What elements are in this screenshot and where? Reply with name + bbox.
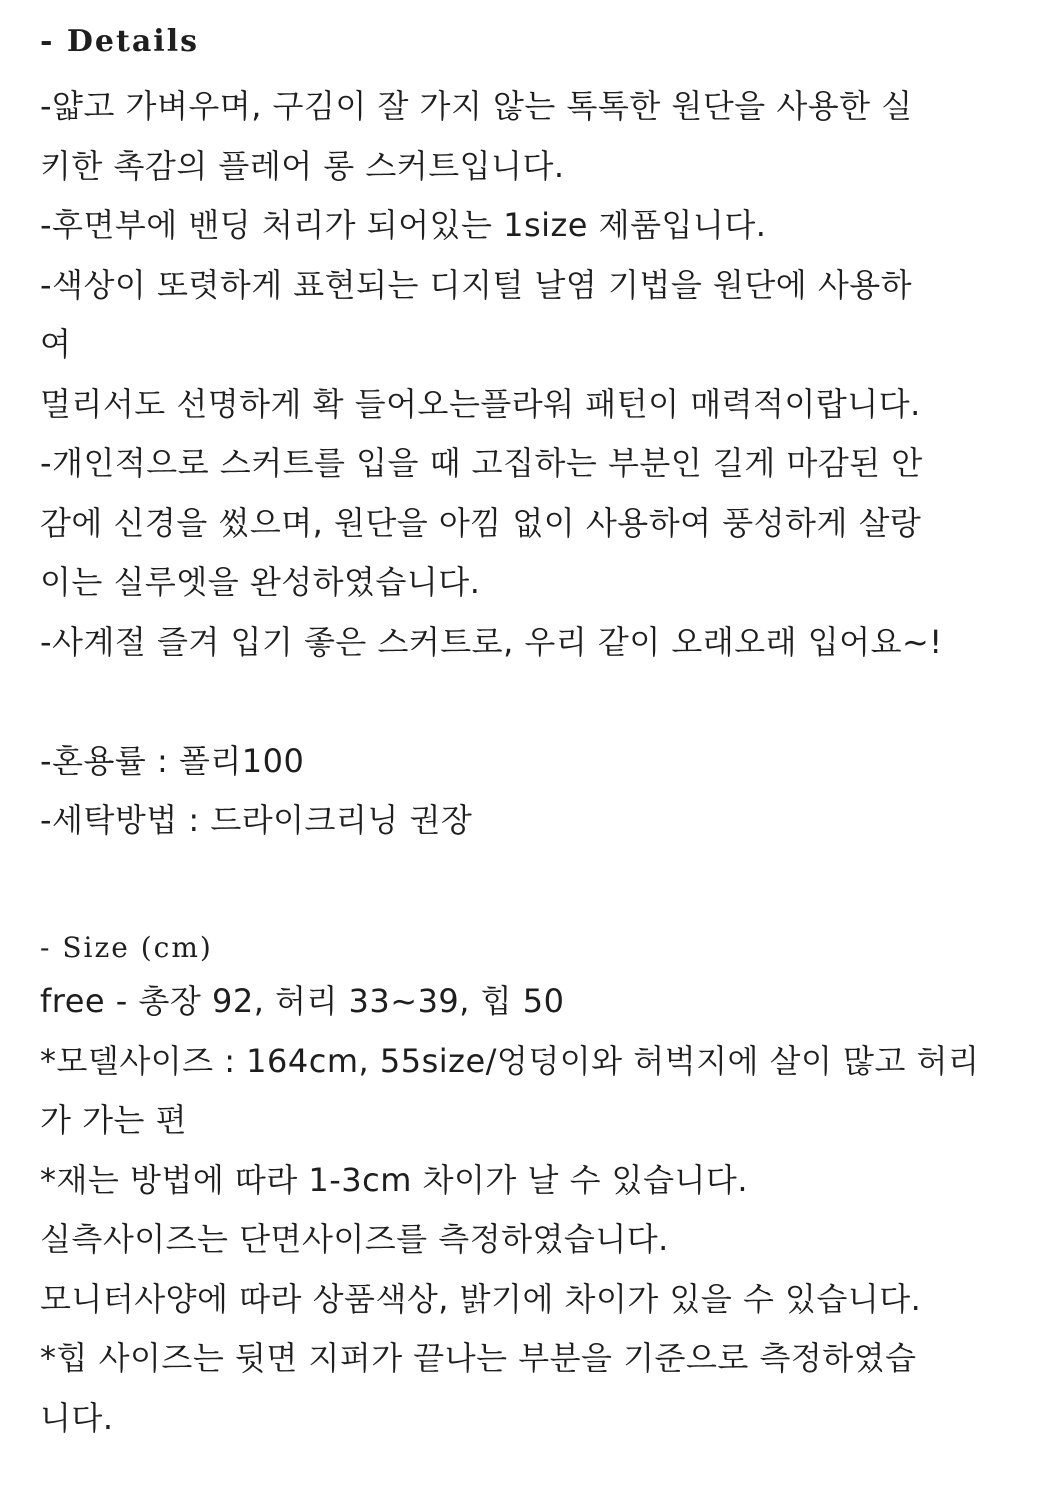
- details-line: 감에 신경을 썼으며, 원단을 아낌 없이 사용하여 풍성하게 살랑: [40, 503, 922, 542]
- details-section: [40, 77, 1030, 672]
- size-line: *재는 방법에 따라 1-3cm 차이가 날 수 있습니다.: [40, 1160, 748, 1199]
- size-heading: - Size (cm): [40, 931, 213, 964]
- details-line: 이는 실루엣을 완성하였습니다.: [40, 563, 481, 601]
- washing-text: -세탁방법 : 드라이크리닝 권장: [40, 801, 473, 839]
- size-line: 니다.: [40, 1398, 114, 1437]
- size-line: 가 가는 편: [40, 1101, 187, 1139]
- details-line: 멀리서도 선명하게 확 들어오는플라워 패턴이 매력적이랍니다.: [40, 384, 921, 423]
- size-line: free - 총장 92, 허리 33~39, 힙 50: [40, 982, 565, 1020]
- details-heading: - Details: [40, 24, 199, 59]
- composition-text: -혼용률 : 폴리100: [40, 741, 305, 780]
- size-line: 모니터사양에 따라 상품색상, 밝기에 차이가 있을 수 있습니다.: [40, 1279, 922, 1318]
- product-description: [40, 18, 1030, 1448]
- size-line: 실측사이즈는 단면사이즈를 측정하였습니다.: [40, 1220, 669, 1258]
- size-line: *모델사이즈 : 164cm, 55size/엉덩이와 허벅지에 살이 많고 허리: [40, 1041, 980, 1080]
- details-line: 키한 촉감의 플레어 롱 스커트입니다.: [40, 146, 565, 185]
- details-line: 여: [40, 325, 72, 363]
- size-line: *힙 사이즈는 뒷면 지퍼가 끝나는 부분을 기준으로 측정하였습: [40, 1339, 917, 1377]
- details-line: -후면부에 밴딩 처리가 되어있는 1size 제품입니다.: [40, 206, 767, 244]
- details-line: -얇고 가벼우며, 구김이 잘 가지 않는 톡톡한 원단을 사용한 실: [40, 87, 913, 125]
- material-section: [40, 732, 1030, 851]
- details-line: -사계절 즐겨 입기 좋은 스커트로, 우리 같이 오래오래 입어요~!: [40, 622, 943, 661]
- details-line: -색상이 또렷하게 표현되는 디지털 날염 기법을 원단에 사용하: [40, 265, 913, 304]
- size-section: [40, 972, 1030, 1448]
- details-line: -개인적으로 스커트를 입을 때 고집하는 부분인 길게 마감된 안: [40, 444, 923, 482]
